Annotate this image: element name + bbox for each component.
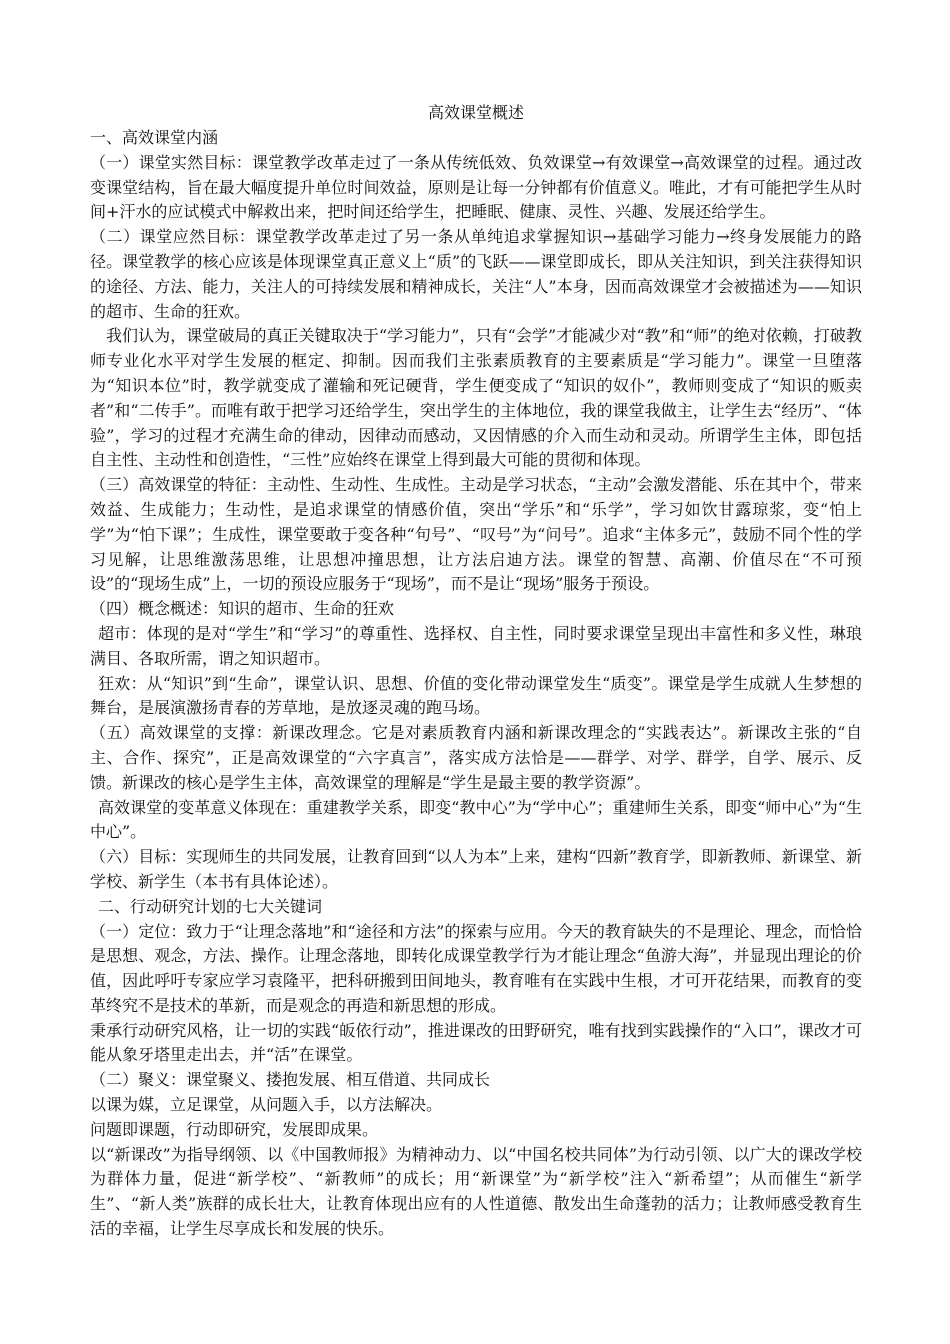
section-heading-1: 一、高效课堂内涵 [90, 128, 219, 147]
paragraph-learning-ability: 我们认为，课堂破局的真正关键取决于“学习能力”，只有“会学”才能减少对“教”和“师”的绝对依赖，打破教师专业化水平对学生发展的框定、抑制。因而我们主张素质教育的主要素质是“学习能力”。课堂一旦堕落为“知识本位”时，教学就变成了灌输和死记硬背，学生便变成了“知识的奴仆”，教师则变成了“知识的贩卖者”和“二传手”。而唯有敢于把学习还给学生，突出学生的主体地位，我的课堂我做主，让学生去“经历”、“体验”，学习的过程才充满生命的律动，因律动而感动，又因情感的介入而生动和灵动。所谓学生主体，即包括自主性、主动性和创造性，“三性”应始终在课堂上得到最大可能的贯彻和体现。 [90, 326, 862, 470]
paragraph-support: （五）高效课堂的支撑：新课改理念。它是对素质教育内涵和新课改理念的“实践表达”。新课改主张的“自主、合作、探究”，正是高效课堂的“六字真言”，落实成方法恰是——群学、对学、群学，自学、展示、反馈。新课改的核心是学生主体，高效课堂的理解是“学生是最主要的教学资源”。 [90, 723, 862, 792]
paragraph-features: （三）高效课堂的特征：主动性、生动性、生成性。主动是学习状态，“主动”会激发潜能、乐在其中个，带来效益、生成能力；生动性，是追求课堂的情感价值，突出“学乐”和“乐学”，学习如饮甘露琼浆，变“怕上学”为“怕下课”；生成性，课堂要敢于变各种“句号”、“叹号”为“问号”。追求“主体多元”，鼓励不同个性的学习见解，让思维激荡思维，让思想冲撞思想，让方法启迪方法。课堂的智慧、高潮、价值尽在“不可预设”的“现场生成”上，一切的预设应服务于“现场”，而不是让“现场”服务于预设。 [90, 475, 862, 594]
paragraph-lesson-media: 以课为媒，立足课堂，从问题入手，以方法解决。 [90, 1095, 443, 1115]
paragraph-goal: （六）目标：实现师生的共同发展，让教育回到“以人为本”上来，建构“四新”教育学，即新教师、新课堂、新学校、新学生（本书有具体论述）。 [90, 847, 862, 891]
paragraph-problem-topic: 问题即课题，行动即研究，发展即成果。 [90, 1119, 379, 1139]
section-heading-2: 二、行动研究计划的七大关键词 [98, 896, 323, 916]
paragraph-reform-meaning: 高效课堂的变革意义体现在：重建教学关系，即变“教中心”为“学中心”；重建师生关系，即变“师中心”为“生中心”。 [90, 797, 862, 842]
paragraph-supermarket: 超市：体现的是对“学生”和“学习”的尊重性、选择权、自主性，同时要求课堂呈现出丰富性和多义性，琳琅满目、各取所需，谓之知识超市。 [90, 623, 862, 668]
paragraph-new-reform: 以“新课改”为指导纲领、以《中国教师报》为精神动力、以“中国名校共同体”为行动引领、以广大的课改学校为群体力量，促进“新学校”、“新教师”的成长；用“新课堂”为“新学校”注入“新希望”；从而催生“新学生”、“新人类”族群的成长壮大，让教育体现出应有的人性道德、散发出生命蓬勃的活力；让教师感受教育生活的幸福，让学生尽享成长和发展的快乐。 [90, 1144, 862, 1239]
paragraph-actual-goal: （一）课堂实然目标：课堂教学改革走过了一条从传统低效、负效课堂→有效课堂→高效课堂的过程。通过改变课堂结构，旨在最大幅度提升单位时间效益，原则是让每一分钟都有价值意义。唯此，才有可能把学生从时间+汗水的应试模式中解救出来，把时间还给学生，把睡眠、健康、灵性、兴趣、发展还给学生。 [90, 152, 862, 222]
paragraph-concept-heading: （四）概念概述：知识的超市、生命的狂欢 [90, 599, 395, 619]
document-title: 高效课堂概述 [427, 103, 524, 122]
paragraph-positioning: （一）定位：致力于“让理念落地”和“途径和方法”的探索与应用。今天的教育缺失的不是理论、理念，而恰恰是思想、观念，方法、操作。让理念落地，即转化成课堂教学行为才能让理念“鱼游大海”，并显现出理论的价值，因此呼吁专家应学习袁隆平，把科研搬到田间地头，教育唯有在实践中生根，才可开花结果，而教育的变革终究不是技术的革新，而是观念的再造和新思想的形成。 [90, 921, 862, 1015]
paragraph-gathering-heading: （二）聚义：课堂聚义、搂抱发展、相互借道、共同成长 [90, 1070, 491, 1090]
paragraph-action-research: 秉承行动研究风格，让一切的实践“皈依行动”，推进课改的田野研究，唯有找到实践操作的“入口”，课改才可能从象牙塔里走出去，并“活”在课堂。 [90, 1020, 862, 1065]
paragraph-ideal-goal: （二）课堂应然目标：课堂教学改革走过了另一条从单纯追求掌握知识→基础学习能力→终身发展能力的路径。课堂教学的核心应该是体现课堂真正意义上“质”的飞跃——课堂即成长，即从关注知识，到关注获得知识的途径、方法、能力，关注人的可持续发展和精神成长，关注“人”本身，因而高效课堂才会被描述为——知识的超市、生命的狂欢。 [90, 227, 862, 321]
paragraph-carnival: 狂欢：从“知识”到“生命”，课堂认识、思想、价值的变化带动课堂发生“质变”。课堂是学生成就人生梦想的舞台，是展演激扬青春的芳草地，是放逐灵魂的跑马场。 [90, 673, 862, 718]
document-page [90, 101, 862, 1242]
